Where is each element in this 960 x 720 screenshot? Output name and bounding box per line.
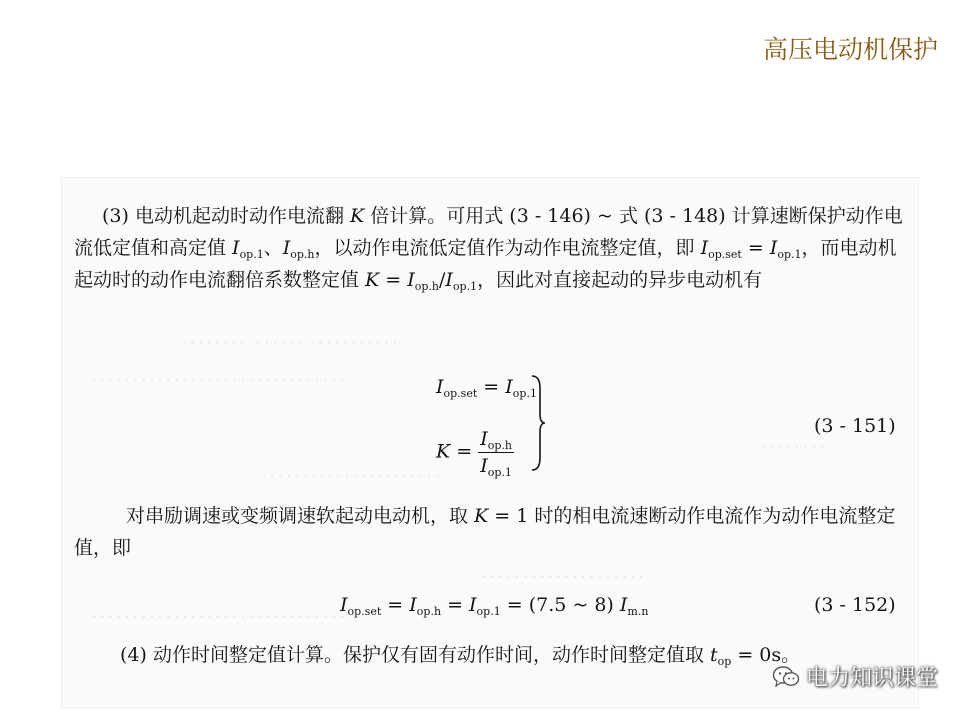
bleed-through-text: · · · · · · · · · · · · · · · · · · · · xyxy=(482,570,644,585)
bleed-through-text: · · · · · · · · · · · · · · · · · · · · · · · · · · · · · · · xyxy=(92,374,345,389)
equation-151-line1: $I_{op.set} = I_{op.1}$ xyxy=(436,376,537,400)
scanned-page xyxy=(62,178,918,708)
bleed-through-text: · · · · · · · · xyxy=(762,440,824,455)
bleed-through-text: · · · · · · · · · · · · · · · · · · · · · · xyxy=(262,470,440,485)
equation-number-152: (3 - 152) xyxy=(814,594,896,616)
bleed-through-text: · · · · · · · · · · · · · · · · · · · · · · · · · · · · · · · xyxy=(92,610,345,625)
bleed-through-text: · · · · · · · · · · · · · · · · · · · · · · · · · xyxy=(182,336,397,351)
watermark-text: 电力知识课堂 xyxy=(805,666,938,691)
fraction: $\frac{I_{op.h}}{I_{op.1}}$ xyxy=(480,428,512,479)
paragraph-soft-start: 对串励调速或变频调速软起动电动机，取 K = 1 时的相电流速断动作电流作为动作电流整定值，即 xyxy=(74,505,896,559)
paragraph-4: (4) 动作时间整定值计算。保护仅有固有动作时间，动作时间整定值取 $t_{op} = 0s$。 xyxy=(120,644,801,668)
right-brace xyxy=(530,374,546,472)
slide-title: 高压电动机保护 xyxy=(762,35,938,64)
paragraph-3: (3) 电动机起动时动作电流翻 K 倍计算。可用式 (3 - 146) ~ 式 (3 - 148) 计算速断保护动作电流低定值和高定值 $I_{op.1}$、$I_{op.h}$，以动作电流低定值作为动作电流整定值，即 $I_{op.set} = I_{op.1}$，而电动机起动时的动作电流翻倍系数整定值 $K = I_{op.h}/I_{op.1}$，因此对直接起动的异步电动机有 xyxy=(74,205,903,293)
equation-152: $I_{op.set} = I_{op.h} = I_{op.1} = (7.5$ ~ 8) $I_{m.n}$ xyxy=(340,594,649,618)
wechat-icon xyxy=(772,665,800,689)
equation-number-151: (3 - 151) xyxy=(814,415,896,437)
equation-151-line2: K = $\frac{I_{op.h}}{I_{op.1}}$ xyxy=(436,428,512,479)
watermark xyxy=(772,661,938,692)
